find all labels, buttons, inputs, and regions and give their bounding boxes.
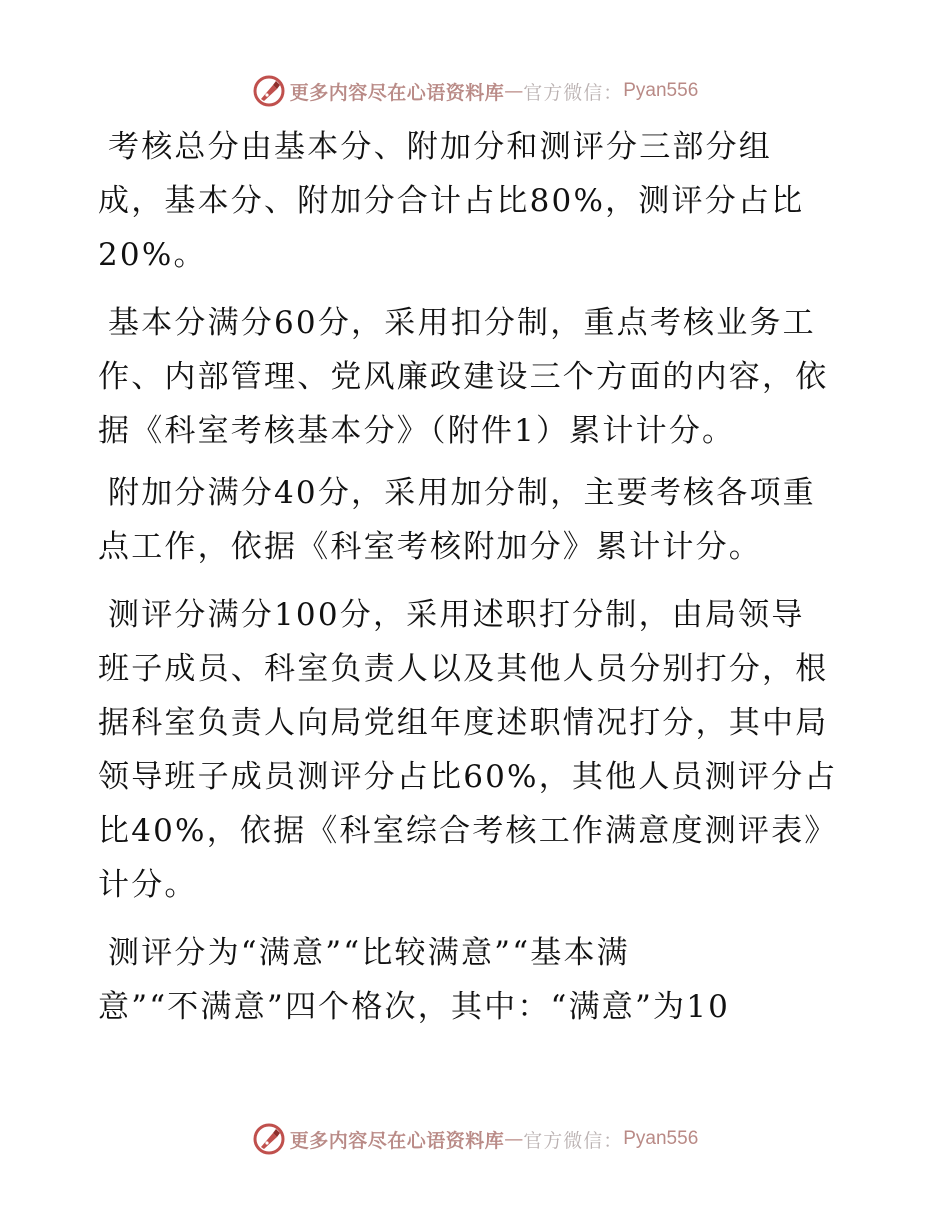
paragraph-score-composition (98, 120, 858, 282)
watermark-label: 官方微信： (523, 1129, 624, 1152)
text-line: 附加分满分40分，采用加分制，主要考核各项重 (108, 475, 816, 511)
paragraph-evaluation-score (98, 588, 858, 912)
watermark-wechat-id: Pyan556 (623, 80, 699, 101)
text-line: 据《科室考核基本分》（附件1）累计计分。 (98, 413, 736, 449)
text-line: 意”“不满意”四个格次，其中：“满意”为10 (98, 989, 731, 1025)
paragraph-base-score (98, 296, 858, 458)
text-line: 测评分满分100分，采用述职打分制，由局领导 (108, 597, 805, 633)
watermark-footer (0, 1119, 950, 1159)
text-line: 计分。 (98, 867, 198, 903)
watermark-wechat-id: Pyan556 (623, 1128, 699, 1149)
text-line: 比40%，依据《科室综合考核工作满意度测评表》 (98, 813, 838, 849)
text-line: 班子成员、科室负责人以及其他人员分别打分，根 (98, 651, 829, 687)
text-line: 作、内部管理、党风廉政建设三个方面的内容，依 (98, 359, 829, 395)
watermark-label: 官方微信： (523, 81, 624, 104)
watermark-separator: — (504, 80, 524, 102)
watermark-separator: — (504, 1128, 524, 1150)
document-body (98, 120, 858, 1034)
text-line: 成，基本分、附加分合计占比80%，测评分占比 (98, 183, 805, 219)
watermark-text: 更多内容尽在心语资料库 (289, 81, 505, 104)
text-line: 20%。 (98, 237, 207, 273)
text-line: 领导班子成员测评分占比60%，其他人员测评分占 (98, 759, 838, 795)
text-line: 据科室负责人向局党组年度述职情况打分，其中局 (98, 705, 829, 741)
watermark-header (0, 71, 950, 111)
paragraph-evaluation-grades (98, 926, 858, 1034)
watermark-text: 更多内容尽在心语资料库 (289, 1129, 505, 1152)
text-line: 考核总分由基本分、附加分和测评分三部分组 (108, 129, 772, 165)
text-line: 测评分为“满意”“比较满意”“基本满 (108, 935, 630, 971)
text-line: 基本分满分60分，采用扣分制，重点考核业务工 (108, 305, 816, 341)
pen-nib-logo-icon (252, 1122, 286, 1156)
pen-nib-logo-icon (252, 74, 286, 108)
paragraph-additional-score (98, 466, 858, 574)
text-line: 点工作，依据《科室考核附加分》累计计分。 (98, 529, 762, 565)
